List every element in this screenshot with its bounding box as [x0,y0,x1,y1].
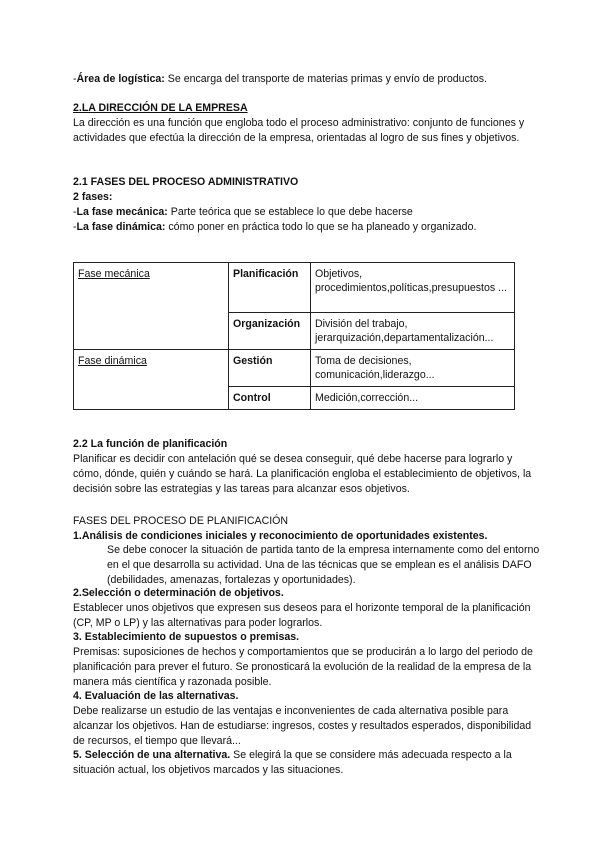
fase-3-heading: 3. Establecimiento de supuestos o premisas. [73,631,300,643]
section-2-body: La dirección es una función que engloba todo el proceso administrativo: conjunto de funciones y actividades que efectúa la dirección de la empresa, orientadas al logro de sus fines y objetivos. [73,117,525,144]
fase-dinamica-line: -La fase dinámica: cómo poner en práctica todo lo que se ha planeado y organizado. [73,221,477,233]
section-2-2-body: Planificar es decidir con antelación qué se desea conseguir, qué debe hacerse para lograrlo y cómo, dónde, quién y cuándo se hará. La planificación engloba el establecimiento de objetivos, la decisión sobre las estrategias y las tareas para alcanzar esos objetivos. [73,453,532,495]
desc-cell: Toma de decisiones, comunicación,liderazgo... [311,350,515,387]
fase-3-body: Premisas: suposiciones de hechos y comportamientos que se producirán a lo largo del periodo de planificación para prever el futuro. Se pronosticará la evolución de la realidad de la empresa de la manera más científica y razonada posible. [73,646,533,688]
section-2-heading: 2.LA DIRECCIÓN DE LA EMPRESA [73,102,248,114]
fase-4-heading: 4. Evaluación de las alternativas. [73,690,239,702]
fase-mecanica-label: La fase mecánica: [76,206,168,218]
desc-cell: División del trabajo, jerarquización,departamentalización... [311,313,515,350]
section-2-2-heading: 2.2 La función de planificación [73,438,228,450]
section-2-1-heading: 2.1 FASES DEL PROCESO ADMINISTRATIVO [73,176,299,188]
stage-cell: Planificación [229,263,311,313]
stage-cell: Control [229,387,311,410]
fase-5-heading: 5. Selección de una alternativa. [73,749,231,761]
fase-dinamica-label: La fase dinámica: [76,221,166,233]
logistica-label: Área de logística: [76,73,165,85]
section-2-1-subheading: 2 fases: [73,191,113,203]
fase-1-body: Se debe conocer la situación de partida tanto de la empresa internamente como del entorno en el que desarrolla su actividad. Una de las técnicas que se emplean es el análisis DAFO (debilidades, amenazas, fortalezas y oportunidades). [107,544,540,586]
fases-plan-title: FASES DEL PROCESO DE PLANIFICACIÓN [73,515,289,527]
desc-cell: Objetivos, procedimientos,políticas,presupuestos ... [311,263,515,313]
fase-4-body: Debe realizarse un estudio de las ventajas e inconvenientes de cada alternativa posible para alcanzar los objetivos. Han de estudiarse: ingresos, costes y resultados esperados, disponibilidad de recursos, el tiempo que llevará... [73,705,532,747]
stage-cell: Organización [229,313,311,350]
phases-table [73,262,515,410]
fase-2-heading: 2.Selección o determinación de objetivos. [73,587,284,599]
fase-dinamica-cell: Fase dinámica [74,350,229,410]
table-row [74,263,515,313]
logistica-text: Se encarga del transporte de materias primas y envío de productos. [164,73,487,85]
fase-mecanica-cell: Fase mecánica [74,263,229,350]
fase-5-line [73,748,533,778]
desc-cell: Medición,corrección... [311,387,515,410]
table-row [74,350,515,387]
logistica-line: -Área de logística: Se encarga del transporte de materias primas y envío de productos. [73,73,487,85]
fase-mecanica-line: -La fase mecánica: Parte teórica que se establece lo que debe hacerse [73,206,413,218]
stage-cell: Gestión [229,350,311,387]
fase-1-heading: 1.Análisis de condiciones iniciales y reconocimiento de oportunidades existentes. [73,530,488,542]
fase-5-body: Se elegirá la que se considere más adecuada respecto a la situación actual, los objetivos marcados y las situaciones. [73,749,512,776]
fase-2-body: Establecer unos objetivos que expresen sus deseos para el horizonte temporal de la planificación (CP, MP o LP) y las alternativas para poder lograrlos. [73,602,531,629]
